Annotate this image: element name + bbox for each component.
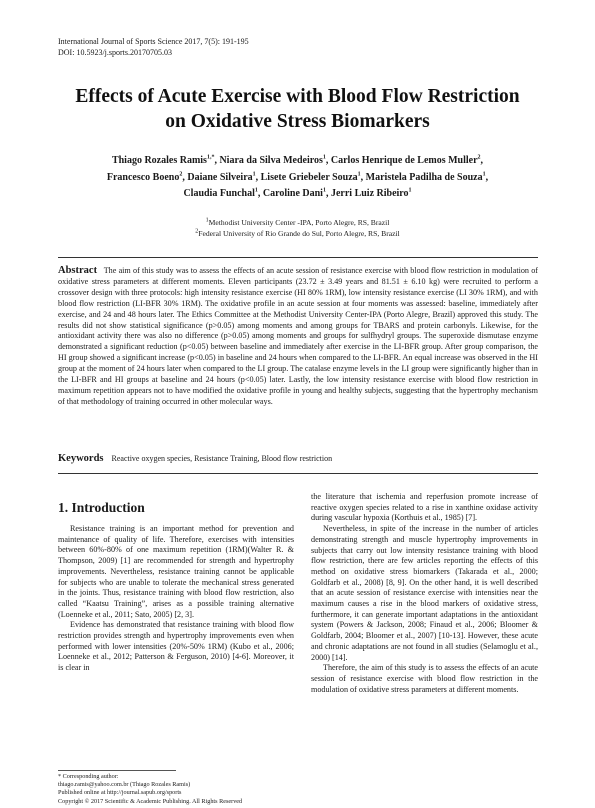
author: Maristela Padilha de Souza bbox=[365, 171, 483, 183]
keywords-bottom-rule bbox=[58, 473, 538, 474]
author: Francesco Boeno bbox=[106, 171, 180, 183]
author-list: Thiago Rozales Ramis$^{1,*}$, Niara da Silva Medeiros$^1$, Carlos Henrique de Lemos Muller$^2$, Francesco Boeno$^2$, Daiane Silveira$^1$, Lisete Griebeler Souza$^1$, Maristela Padilha de Souza$^1$, Claudia Funchal$^1$, Caroline Dani$^1$, Jerri Luiz Ribeiro$^1$ bbox=[106, 154, 489, 199]
author-affil-sup: 1 bbox=[357, 171, 361, 178]
author: Daiane Silveira bbox=[187, 171, 253, 183]
paragraph: the literature that ischemia and reperfusion promote increase of reactive oxygen species related to a rise in xanthine oxidase activity during vascular hypoxia (Korthuis et al., 1985) [7]. bbox=[311, 492, 538, 523]
author: Jerri Luiz Ribeiro bbox=[330, 188, 409, 199]
author-affil-sup: 1 bbox=[252, 171, 256, 178]
author-affil-sup: 1 bbox=[254, 187, 258, 194]
paragraph: Resistance training is an important method for prevention and maintenance of quality of life. Therefore, exercises with intensities between 60%-80% of one maximum repetition (1RM)(Walter R. & Thompson, 2009) [1] are recommended for strength and hypertrophy improvements. Nevertheless, resistance training cannot be applicable for subjects who are unable to tolerate the mechanical stress generated in the joints. Thus, resistance training with blood flow restriction, also called “Kaatsu Training”, arises as a possible training alternative (Loenneke et al., 2011; Sato, 2005) [2, 3]. bbox=[58, 524, 294, 619]
affiliations bbox=[80, 218, 515, 239]
keywords bbox=[58, 453, 538, 465]
abstract bbox=[58, 266, 538, 408]
author-affil-sup: 1 bbox=[408, 187, 412, 194]
copyright: Copyright © 2017 Scientific & Academic Publishing. All Rights Reserved bbox=[58, 797, 243, 805]
column-left bbox=[58, 500, 294, 674]
abstract-text: The aim of this study was to assess the effects of an acute session of resistance exercise with blood flow restriction in modulation of oxidative stress parameters at different moments. Eleven participants (23.72 ± 3.49 years and 81.51 ± 6.10 kg) were recruited to perform a crossover design with three protocols: high intensity resistance exercise (HI 80% 1RM), low intensity resistance exercise (LI 30% 1RM), and with blood flow restriction (LI-BFR 30% 1RM). The oxidative profile in an acute session at four moments was assessed: baseline, immediately after exercise, and 24 and 48 hours later. The Ethics Committee at the Methodist University Center-IPA (Porto Alegre, Brazil) approved this study. The results did not show statistical significance (p>0.05) among moments and among groups for TBARS and protein carbonyls. Likewise, for the antioxidant activity there was also no difference (p>0.05) among moments and groups for sulfhydryl groups. The superoxide dismutase enzyme demonstrated a significant reduction (p<0.05) between baseline and immediately after exercise in the LI-BFR group. After group comparison, the HI group showed a significant increase (p<0.05) in baseline and 24 hours when compared to the LI-BFR. An equal increase was observed in the HI group at the moment of 24 hours later when compared to the LI group. The catalase enzyme levels in the LI group were significantly higher than in the LI-BFR and HI groups at baseline and 24 hours (p<0.05) later. Lastly, the low intensity resistance exercise with blood flow restriction in maximum repetition appears not to have modified the oxidative profile in young and healthy subjects, suggesting that the hypertrophy mechanism of that methodology of training occurred in other molecular ways. bbox=[58, 266, 538, 406]
abstract-heading: Abstract bbox=[58, 265, 98, 276]
affiliation-2: $^2$Federal University of Rio Grande do Sul, Porto Alegre, RS, Brazil bbox=[195, 227, 400, 238]
author-affil-sup: 1 bbox=[482, 171, 486, 178]
section-heading-introduction: 1. Introduction bbox=[58, 500, 145, 515]
title-line-2: on Oxidative Stress Biomarkers bbox=[165, 111, 430, 132]
corresponding-author-email: thiago.ramis@yahoo.com.br (Thiago Rozales Ramis) bbox=[58, 781, 191, 789]
abstract-top-rule bbox=[58, 257, 538, 258]
paragraph: Nevertheless, in spite of the increase in the number of articles demonstrating strength and muscle hypertrophy improvements in subjects that carry out low intensity resistance training with blood flow restriction, there are few articles reporting the effects of this method on oxidative stress biomarkers (Takarada et al., 2000; Goldfarb et al., 2008) [8, 9]. On the other hand, it is well described that an acute session of resistance exercise with intensities near the maximum causes a rise in the blood markers of oxidative stress, furthermore, it can generate important adaptations in the antioxidant system (Powers & Jackson, 2008; Finaud et al., 2006; Bloomer & Goldfarb, 2004; Bloomer et al., 2007) [10-13]. However, these acute and chronic adaptations are not found in all studies (Selamoglu et al., 2000) [14]. bbox=[311, 524, 538, 662]
paper-title bbox=[50, 84, 545, 134]
keywords-heading: Keywords bbox=[58, 453, 104, 464]
title-line-1: Effects of Acute Exercise with Blood Flow Restriction bbox=[75, 86, 520, 107]
published-online: Published online at http://journal.sapub.org/sports bbox=[58, 789, 182, 797]
footnote-rule bbox=[58, 770, 176, 771]
footnote bbox=[58, 773, 294, 806]
paragraph: Evidence has demonstrated that resistance training with blood flow restriction provides strength and hypertrophy improvements even when performed with lower intensities (20%-50% 1RM) (Kubo et al., 2006; Loenneke et al., 2012; Patterson & Ferguson, 2010) [4-6]. Moreover, it is clear in bbox=[58, 620, 294, 673]
journal-citation: International Journal of Sports Science 2017, 7(5): 191-195 bbox=[58, 37, 249, 46]
author: Thiago Rozales Ramis bbox=[111, 155, 207, 166]
keywords-text: Reactive oxygen species, Resistance Training, Blood flow restriction bbox=[111, 454, 333, 463]
author: Claudia Funchal bbox=[183, 188, 255, 199]
author-affil-sup: 2 bbox=[477, 154, 481, 161]
affiliation-1: $^1$Methodist University Center -IPA, Porto Alegre, RS, Brazil bbox=[205, 217, 390, 227]
author-affil-sup: 1,* bbox=[206, 154, 215, 161]
corresponding-author-label: * Corresponding author: bbox=[58, 773, 119, 780]
journal-header bbox=[58, 37, 249, 58]
author: Caroline Dani bbox=[262, 188, 323, 199]
doi: DOI: 10.5923/j.sports.20170705.03 bbox=[58, 47, 172, 57]
author: Lisete Griebeler Souza bbox=[260, 171, 358, 183]
author: Niara da Silva Medeiros bbox=[219, 155, 323, 166]
author-affil-sup: 2 bbox=[179, 171, 183, 178]
paragraph: Therefore, the aim of this study is to assess the effects of an acute session of resistance exercise with blood flow restriction in the modulation of oxidative stress parameters at different moments. bbox=[311, 663, 538, 694]
author-affil-sup: 1 bbox=[322, 187, 326, 194]
author: Carlos Henrique de Lemos Muller bbox=[330, 155, 478, 166]
author-affil-sup: 1 bbox=[322, 154, 326, 161]
column-right bbox=[311, 492, 538, 695]
